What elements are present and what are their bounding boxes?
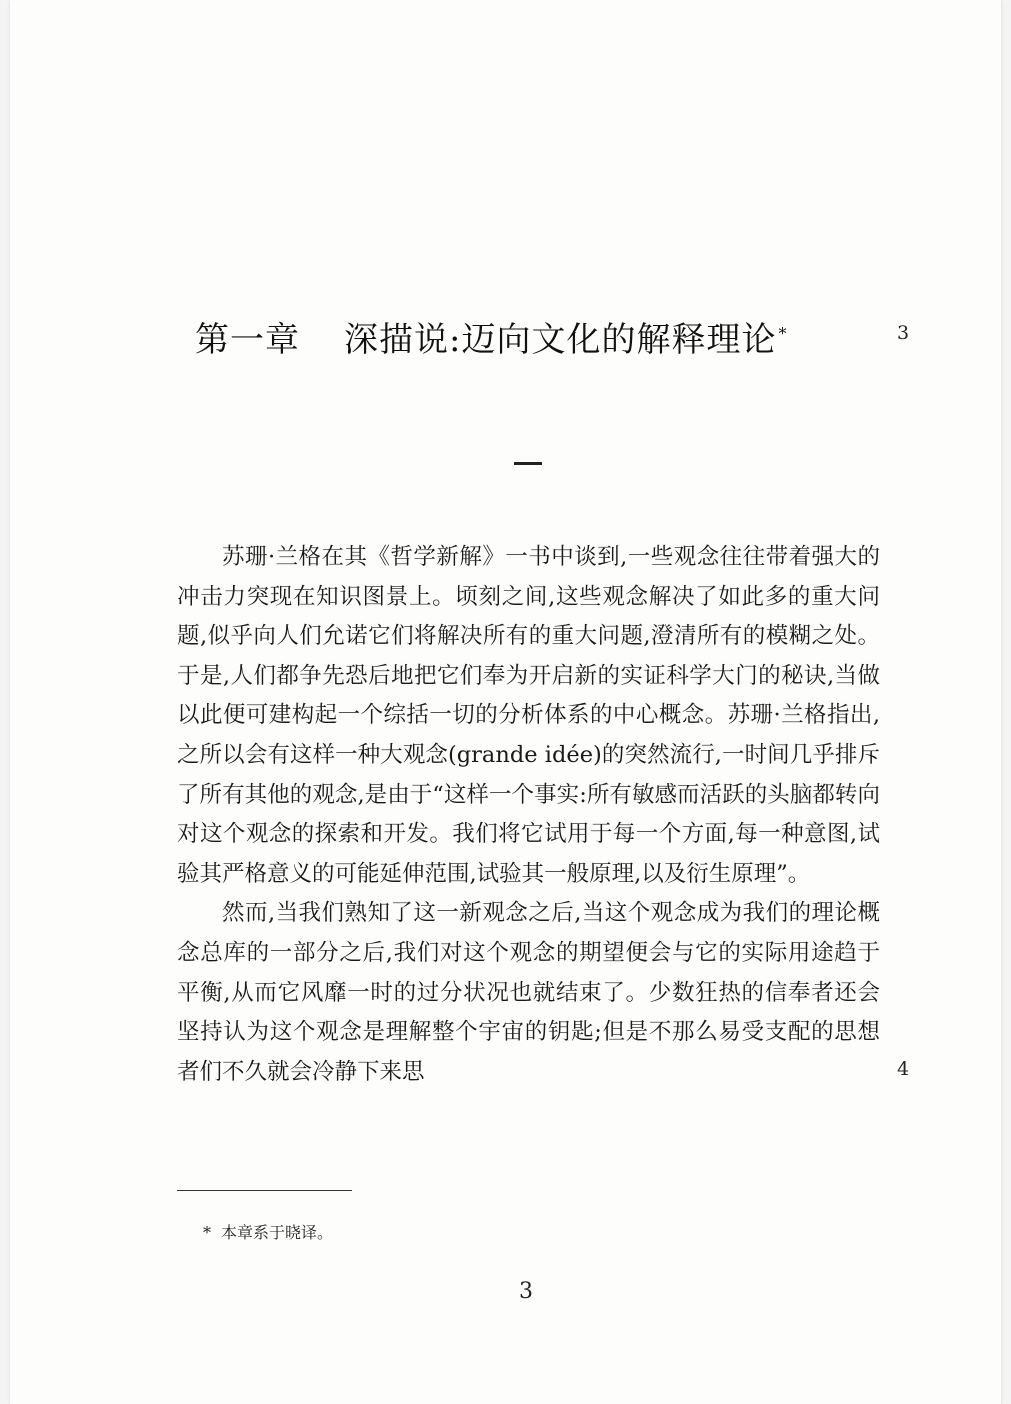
body-text <box>177 538 880 1092</box>
footnote-marker: * <box>203 1223 211 1242</box>
section-mark <box>514 462 542 465</box>
page-number: 3 <box>519 1279 533 1304</box>
margin-page-number-4: 4 <box>897 1058 910 1080</box>
footnote <box>203 1220 333 1243</box>
footnote-text: 本章系于晓译。 <box>221 1223 334 1242</box>
chapter-title: 深描说:迈向文化的解释理论 <box>344 320 777 360</box>
chapter-number: 第一章 <box>195 320 300 360</box>
paragraph-1: 苏珊·兰格在其《哲学新解》一书中谈到,一些观念往往带着强大的冲击力突现在知识图景上。顷刻之间,这些观念解决了如此多的重大问题,似乎向人们允诺它们将解决所有的重大问题,澄清所有的模糊之处。于是,人们都争先恐后地把它们奉为开启新的实证科学大门的秘诀,当做以此便可建构起一个综括一切的分析体系的中心概念。苏珊·兰格指出,之所以会有这样一种大观念(grande idée)的突然流行,一时间几乎排斥了所有其他的观念,是由于“这样一个事实:所有敏感而活跃的头脑都转向对这个观念的探索和开发。我们将它试用于每一个方面,每一种意图,试验其严格意义的可能延伸范围,试验其一般原理,以及衍生原理”。 <box>177 544 880 887</box>
paragraph-2: 然而,当我们熟知了这一新观念之后,当这个观念成为我们的理论概念总库的一部分之后,我们对这个观念的期望便会与它的实际用途趋于平衡,从而它风靡一时的过分状况也就结束了。少数狂热的信奉者还会坚持认为这个观念是理解整个宇宙的钥匙;但是不那么易受支配的思想者们不久就会冷静下来思 <box>177 900 880 1085</box>
chapter-footnote-marker: * <box>778 323 788 343</box>
book-page <box>10 0 1001 1404</box>
margin-page-number-3: 3 <box>897 322 910 344</box>
footnote-rule <box>177 1190 352 1191</box>
chapter-heading <box>195 312 787 361</box>
